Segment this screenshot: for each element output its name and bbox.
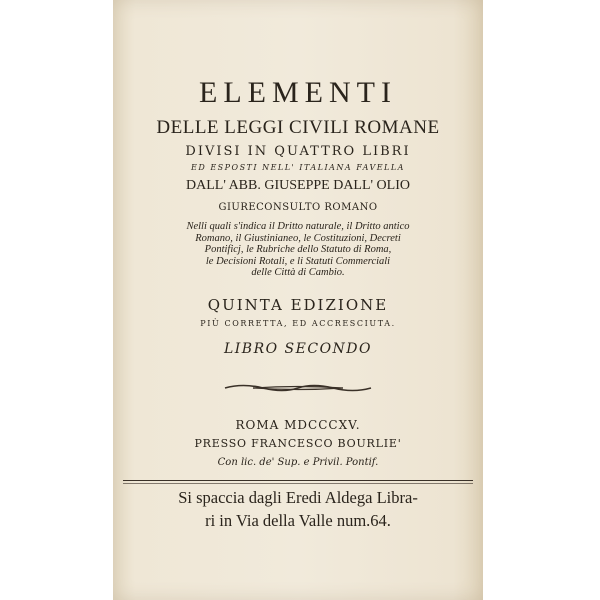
slip-top-rule-secondary bbox=[123, 483, 473, 484]
division-line: DIVISI IN QUATTRO LIBRI bbox=[185, 144, 411, 159]
ornament-rule-icon bbox=[223, 382, 373, 394]
slip-line: ri in Via della Valle num.64. bbox=[205, 511, 391, 530]
title-page bbox=[113, 0, 483, 600]
bookseller-slip bbox=[113, 486, 483, 532]
slip-top-rule bbox=[123, 480, 473, 481]
slip-line: Si spaccia dagli Eredi Aldega Libra- bbox=[178, 488, 418, 507]
book-title: ELEMENTI bbox=[199, 76, 397, 109]
book-volume: LIBRO SECONDO bbox=[223, 341, 373, 357]
edition-note: PIÙ CORRETTA, ED ACCRESCIUTA. bbox=[200, 319, 396, 328]
description-line: Romano, il Giustinianeo, le Costituzioni, Decreti bbox=[195, 232, 401, 244]
description-line: Pontificj, le Rubriche dello Statuto di Roma, bbox=[204, 244, 392, 255]
description-paragraph bbox=[133, 221, 463, 279]
license-line: Con lic. de' Sup. e Privil. Pontif. bbox=[217, 457, 379, 468]
place-date: ROMA MDCCCXV. bbox=[235, 418, 361, 432]
author-role: GIURECONSULTO ROMANO bbox=[218, 202, 378, 213]
book-subtitle: DELLE LEGGI CIVILI ROMANE bbox=[156, 117, 440, 138]
description-line: Nelli quali s'indica il Dritto naturale, il Dritto antico bbox=[186, 221, 410, 232]
description-line: le Decisioni Rotali, e li Statuti Commerciali bbox=[205, 255, 391, 267]
edition-line: QUINTA EDIZIONE bbox=[207, 296, 389, 314]
author-line: DALL' ABB. GIUSEPPE DALL' OLIO bbox=[186, 178, 410, 193]
exposition-line: ED ESPOSTI NELL' ITALIANA FAVELLA bbox=[191, 163, 405, 172]
description-line: delle Città di Cambio. bbox=[251, 267, 345, 278]
printer-line: PRESSO FRANCESCO BOURLIE' bbox=[194, 437, 402, 450]
